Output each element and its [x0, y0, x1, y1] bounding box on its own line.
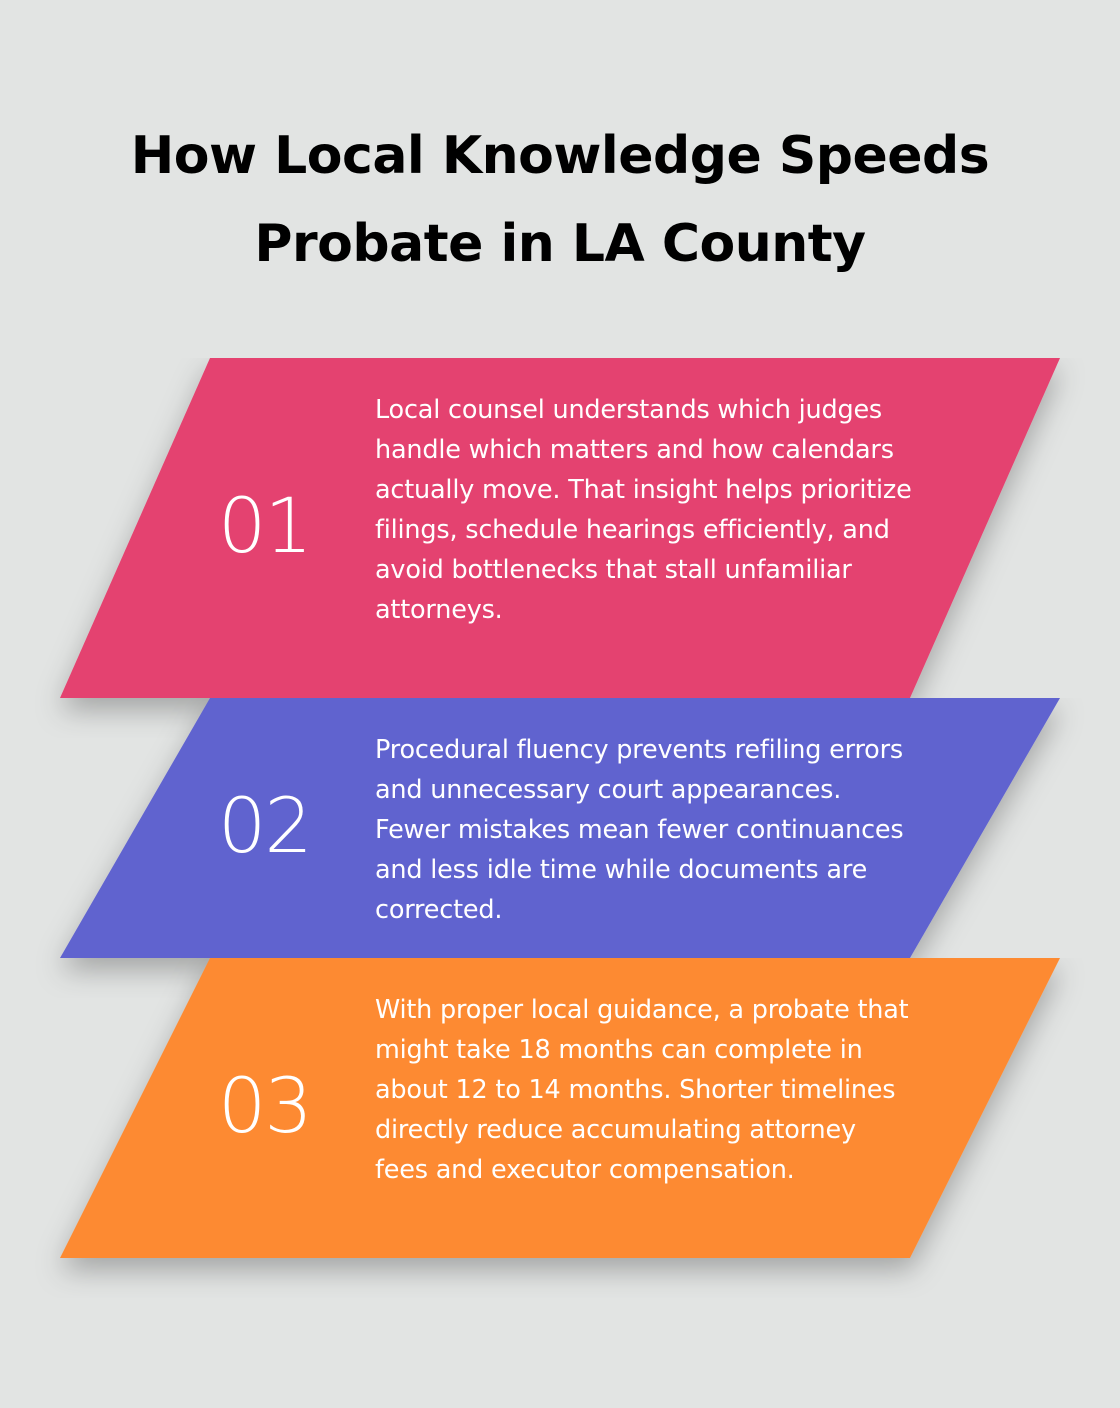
title-line-2: Probate in LA County	[254, 214, 866, 274]
step-3-text: With proper local guidance, a probate that might take 18 months can complete in about 12 to 14 months. Shorter timelines directly reduce accumulating attorney fees and executor compensation.	[375, 995, 909, 1185]
step-1-text: Local counsel understands which judges handle which matters and how calendars actually move. That insight helps prioritize filings, schedule hearings efficiently, and avoid bottlenecks that stall unfamiliar attorneys.	[375, 395, 912, 625]
title-line-1: How Local Knowledge Speeds	[130, 126, 990, 186]
step-2-text: Procedural fluency prevents refiling errors and unnecessary court appearances. Fewer mistakes mean fewer continuances and less idle time while documents are corrected.	[375, 735, 904, 925]
step-panel-3	[0, 958, 1120, 1258]
step-panel-2	[0, 698, 1120, 958]
step-panel-1	[0, 358, 1120, 698]
step-3-number: 03	[218, 1061, 311, 1150]
page-title	[0, 112, 1120, 288]
step-1-number: 01	[218, 481, 311, 570]
step-2-number: 02	[218, 781, 311, 870]
